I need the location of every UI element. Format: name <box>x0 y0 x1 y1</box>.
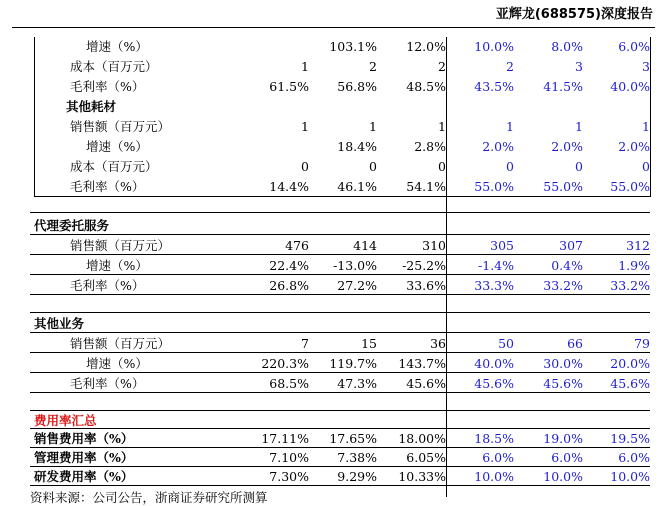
table-row <box>0 256 663 276</box>
table-cell: 18.00% <box>398 431 446 446</box>
row-label: 毛利率（%） <box>70 376 145 391</box>
table-cell: 3 <box>642 59 650 74</box>
row-label: 销售额（百万元） <box>70 238 171 253</box>
table-cell: 33.2% <box>543 278 583 293</box>
row-label: 增速（%） <box>86 39 148 54</box>
table-cell: 2 <box>506 59 514 74</box>
table-cell: 55.0% <box>474 179 514 194</box>
table-row <box>0 236 663 256</box>
table-cell: 3 <box>575 59 583 74</box>
table-row <box>0 334 663 354</box>
table-cell: 0 <box>301 159 309 174</box>
table-cell: 68.5% <box>269 376 309 391</box>
table-cell: 19.0% <box>543 431 583 446</box>
table-cell: 143.7% <box>398 356 446 371</box>
source-note: 资料来源：公司公告，浙商证券研究所测算 <box>30 490 268 505</box>
table-cell: 7.38% <box>337 450 377 465</box>
row-label: 增速（%） <box>86 356 148 371</box>
row-label: 销售额（百万元） <box>70 336 171 351</box>
table-row <box>0 137 663 157</box>
table-cell: 33.2% <box>610 278 650 293</box>
table-cell: 6.05% <box>406 450 446 465</box>
table-cell: 33.6% <box>406 278 446 293</box>
table-cell: 0.4% <box>551 258 583 273</box>
table-cell: 46.1% <box>337 179 377 194</box>
table-cell: 33.3% <box>474 278 514 293</box>
table-row <box>0 276 663 296</box>
table-cell: 1.9% <box>618 258 650 273</box>
table-cell: 45.6% <box>406 376 446 391</box>
header-rule <box>12 27 655 28</box>
table-cell: 43.5% <box>474 79 514 94</box>
report-header-title: 亚辉龙(688575)深度报告 <box>495 7 653 22</box>
section-title <box>0 97 663 117</box>
row-label: 管理费用率（%） <box>34 450 134 465</box>
table-cell: 18.5% <box>474 431 514 446</box>
table-cell: 1 <box>438 119 446 134</box>
row-label: 增速（%） <box>86 258 148 273</box>
table-cell: 79 <box>634 336 650 351</box>
section-title-label: 代理委托服务 <box>34 218 110 233</box>
table-cell: 10.0% <box>474 39 514 54</box>
table-cell: 15 <box>361 336 377 351</box>
table-cell: 2.0% <box>482 139 514 154</box>
table-cell: 27.2% <box>337 278 377 293</box>
section-title <box>0 411 663 431</box>
table-cell: -13.0% <box>333 258 377 273</box>
row-label: 成本（百万元） <box>70 59 158 74</box>
table-row <box>0 77 663 97</box>
table-row <box>0 429 663 449</box>
table-cell: 17.11% <box>261 431 309 446</box>
row-label: 销售额（百万元） <box>70 119 171 134</box>
section-title <box>0 314 663 334</box>
table-cell: 305 <box>490 238 514 253</box>
table-cell: 17.65% <box>329 431 377 446</box>
table-cell: 103.1% <box>329 39 377 54</box>
table-row <box>0 467 663 487</box>
table-cell: 310 <box>422 238 446 253</box>
row-label: 增速（%） <box>86 139 148 154</box>
table-cell: 10.33% <box>398 469 446 484</box>
table-cell: 47.3% <box>337 376 377 391</box>
row-label: 毛利率（%） <box>70 79 145 94</box>
table-cell: 30.0% <box>543 356 583 371</box>
table-cell: 55.0% <box>543 179 583 194</box>
table-cell: 1 <box>301 59 309 74</box>
table-cell: 7.10% <box>269 450 309 465</box>
section-title-label: 其他业务 <box>34 316 85 331</box>
table-cell: 26.8% <box>269 278 309 293</box>
table-cell: 6.0% <box>551 450 583 465</box>
row-label: 毛利率（%） <box>70 278 145 293</box>
table-cell: 14.4% <box>269 179 309 194</box>
table-cell: 7 <box>301 336 309 351</box>
table-cell: 20.0% <box>610 356 650 371</box>
table-cell: 22.4% <box>269 258 309 273</box>
row-label: 毛利率（%） <box>70 179 145 194</box>
table-cell: 2.0% <box>551 139 583 154</box>
table-cell: 56.8% <box>337 79 377 94</box>
table-cell: 45.6% <box>543 376 583 391</box>
table-row <box>0 354 663 374</box>
table-row <box>0 374 663 394</box>
row-label: 研发费用率（%） <box>34 469 134 484</box>
table-cell: 2.0% <box>618 139 650 154</box>
section-title-label: 费用率汇总 <box>34 413 97 428</box>
table-cell: 220.3% <box>261 356 309 371</box>
table-cell: 61.5% <box>269 79 309 94</box>
table-cell: 312 <box>626 238 650 253</box>
row-rule <box>30 312 650 313</box>
table-cell: 414 <box>353 238 377 253</box>
table-cell: 2 <box>438 59 446 74</box>
table-row <box>0 37 663 57</box>
table-cell: 119.7% <box>329 356 377 371</box>
table-cell: 45.6% <box>610 376 650 391</box>
table-cell: 19.5% <box>610 431 650 446</box>
table-cell: 12.0% <box>406 39 446 54</box>
table-cell: -1.4% <box>478 258 514 273</box>
table-cell: 6.0% <box>482 450 514 465</box>
table-cell: 1 <box>369 119 377 134</box>
table-cell: 0 <box>506 159 514 174</box>
table-cell: 50 <box>498 336 514 351</box>
table-cell: 48.5% <box>406 79 446 94</box>
table-cell: 55.0% <box>610 179 650 194</box>
table-cell: 10.0% <box>474 469 514 484</box>
table-cell: 54.1% <box>406 179 446 194</box>
table-row <box>0 157 663 177</box>
table-cell: 2 <box>369 59 377 74</box>
table-cell: 8.0% <box>551 39 583 54</box>
table-cell: 0 <box>438 159 446 174</box>
table-cell: 10.0% <box>610 469 650 484</box>
table-cell: 0 <box>369 159 377 174</box>
table-cell: 1 <box>575 119 583 134</box>
table-cell: 1 <box>642 119 650 134</box>
table-cell: 1 <box>301 119 309 134</box>
table-cell: 66 <box>567 336 583 351</box>
row-label: 销售费用率（%） <box>34 431 134 446</box>
section-title-label: 其他耗材 <box>66 99 117 114</box>
table-cell: 476 <box>285 238 309 253</box>
table-cell: 40.0% <box>474 356 514 371</box>
table-row <box>0 57 663 77</box>
section-title <box>0 216 663 236</box>
table-row <box>0 448 663 468</box>
table-cell: 36 <box>430 336 446 351</box>
table-cell: 307 <box>559 238 583 253</box>
table-row <box>0 177 663 197</box>
table-row <box>0 117 663 137</box>
table-cell: 7.30% <box>269 469 309 484</box>
table-cell: 9.29% <box>337 469 377 484</box>
table-cell: 1 <box>506 119 514 134</box>
table-cell: 6.0% <box>618 450 650 465</box>
table-cell: 41.5% <box>543 79 583 94</box>
table-cell: 6.0% <box>618 39 650 54</box>
table-cell: 40.0% <box>610 79 650 94</box>
table-cell: 10.0% <box>543 469 583 484</box>
table-cell: 18.4% <box>337 139 377 154</box>
table-cell: 45.6% <box>474 376 514 391</box>
table-cell: -25.2% <box>402 258 446 273</box>
table-cell: 0 <box>642 159 650 174</box>
table-cell: 0 <box>575 159 583 174</box>
row-label: 成本（百万元） <box>70 159 158 174</box>
section-rule <box>30 212 650 213</box>
table-cell: 2.8% <box>414 139 446 154</box>
